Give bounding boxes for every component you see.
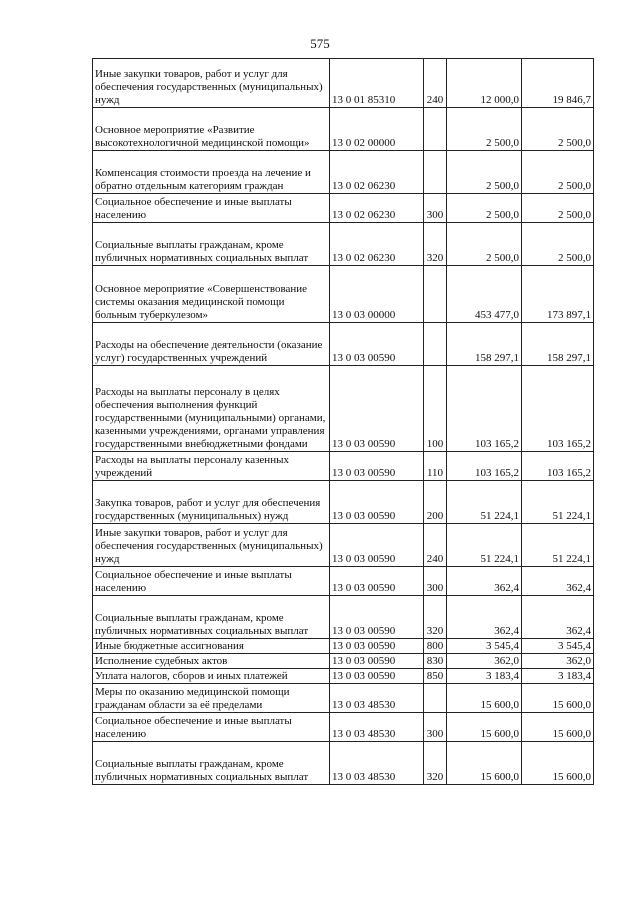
table-row [93,223,594,266]
row-code-cell: 13 0 03 00590 [330,452,424,481]
table-row [93,59,594,108]
row-value-2-cell: 15 600,0 [522,684,594,713]
row-code-cell: 13 0 02 06230 [330,194,424,223]
row-name-cell: Иные закупки товаров, работ и услуг для обеспечения государственных (муниципальных) нужд [93,524,330,567]
row-vr-cell: 100 [424,366,447,452]
budget-table-body [93,59,594,785]
row-value-2-cell: 362,4 [522,596,594,639]
row-vr-cell [424,151,447,194]
row-value-2-cell: 2 500,0 [522,194,594,223]
row-value-1-cell: 12 000,0 [447,59,522,108]
row-value-2-cell: 3 183,4 [522,669,594,684]
row-name-cell: Социальное обеспечение и иные выплаты населению [93,194,330,223]
row-name-cell: Закупка товаров, работ и услуг для обеспечения государственных (муниципальных) нужд [93,481,330,524]
row-name-cell: Иные закупки товаров, работ и услуг для обеспечения государственных (муниципальных) нужд [93,59,330,108]
row-vr-cell: 200 [424,481,447,524]
row-value-1-cell: 51 224,1 [447,481,522,524]
row-name-cell: Расходы на обеспечение деятельности (оказание услуг) государственных учреждений [93,323,330,366]
budget-table [92,58,594,785]
row-value-1-cell: 3 183,4 [447,669,522,684]
row-value-1-cell: 103 165,2 [447,452,522,481]
row-code-cell: 13 0 02 06230 [330,223,424,266]
row-name-cell: Расходы на выплаты персоналу казенных учреждений [93,452,330,481]
row-name-cell: Основное мероприятие «Развитие высокотехнологичной медицинской помощи» [93,108,330,151]
row-value-1-cell: 362,4 [447,596,522,639]
row-value-2-cell: 103 165,2 [522,366,594,452]
row-name-cell: Основное мероприятие «Совершенствование системы оказания медицинской помощи больным туберкулезом» [93,266,330,323]
table-row [93,481,594,524]
table-row [93,639,594,654]
row-vr-cell: 320 [424,742,447,785]
row-code-cell: 13 0 01 85310 [330,59,424,108]
row-value-2-cell: 19 846,7 [522,59,594,108]
table-row [93,654,594,669]
row-vr-cell: 830 [424,654,447,669]
row-value-2-cell: 362,4 [522,567,594,596]
row-value-2-cell: 362,0 [522,654,594,669]
row-name-cell: Социальное обеспечение и иные выплаты населению [93,567,330,596]
row-name-cell: Социальное обеспечение и иные выплаты населению [93,713,330,742]
row-name-cell: Социальные выплаты гражданам, кроме публичных нормативных социальных выплат [93,742,330,785]
row-vr-cell: 240 [424,59,447,108]
row-value-2-cell: 158 297,1 [522,323,594,366]
row-value-2-cell: 51 224,1 [522,524,594,567]
row-value-1-cell: 362,0 [447,654,522,669]
row-code-cell: 13 0 02 00000 [330,108,424,151]
row-code-cell: 13 0 03 00590 [330,639,424,654]
row-value-1-cell: 15 600,0 [447,684,522,713]
row-vr-cell: 320 [424,223,447,266]
row-value-2-cell: 173 897,1 [522,266,594,323]
row-code-cell: 13 0 03 48530 [330,742,424,785]
row-value-1-cell: 2 500,0 [447,108,522,151]
table-row [93,742,594,785]
table-row [93,684,594,713]
row-value-1-cell: 2 500,0 [447,194,522,223]
row-name-cell: Исполнение судебных актов [93,654,330,669]
row-vr-cell: 240 [424,524,447,567]
row-name-cell: Социальные выплаты гражданам, кроме публичных нормативных социальных выплат [93,223,330,266]
row-code-cell: 13 0 03 00590 [330,567,424,596]
row-vr-cell [424,266,447,323]
row-code-cell: 13 0 03 48530 [330,713,424,742]
row-code-cell: 13 0 02 06230 [330,151,424,194]
row-value-1-cell: 15 600,0 [447,713,522,742]
row-value-2-cell: 2 500,0 [522,223,594,266]
row-value-2-cell: 2 500,0 [522,108,594,151]
row-code-cell: 13 0 03 00590 [330,596,424,639]
row-vr-cell [424,108,447,151]
row-name-cell: Меры по оказанию медицинской помощи гражданам области за её пределами [93,684,330,713]
row-value-2-cell: 51 224,1 [522,481,594,524]
row-value-2-cell: 103 165,2 [522,452,594,481]
table-row [93,567,594,596]
row-code-cell: 13 0 03 00590 [330,654,424,669]
row-vr-cell: 300 [424,713,447,742]
table-row [93,713,594,742]
table-row [93,151,594,194]
row-value-2-cell: 2 500,0 [522,151,594,194]
row-vr-cell: 800 [424,639,447,654]
table-row [93,323,594,366]
row-value-1-cell: 15 600,0 [447,742,522,785]
table-row [93,596,594,639]
row-value-1-cell: 158 297,1 [447,323,522,366]
row-value-1-cell: 2 500,0 [447,223,522,266]
row-name-cell: Иные бюджетные ассигнования [93,639,330,654]
row-vr-cell [424,684,447,713]
row-name-cell: Расходы на выплаты персоналу в целях обеспечения выполнения функций государственными (муниципальными) органами, казенными учреждениями, органами управления государственными внебюджетными фондами [93,366,330,452]
row-value-1-cell: 362,4 [447,567,522,596]
row-value-2-cell: 3 545,4 [522,639,594,654]
row-name-cell: Уплата налогов, сборов и иных платежей [93,669,330,684]
row-code-cell: 13 0 03 00590 [330,481,424,524]
row-vr-cell: 300 [424,567,447,596]
row-value-1-cell: 51 224,1 [447,524,522,567]
row-value-1-cell: 103 165,2 [447,366,522,452]
row-value-1-cell: 3 545,4 [447,639,522,654]
row-code-cell: 13 0 03 00590 [330,366,424,452]
row-vr-cell [424,323,447,366]
row-value-1-cell: 453 477,0 [447,266,522,323]
page-number: 575 [310,36,330,51]
row-vr-cell: 300 [424,194,447,223]
row-code-cell: 13 0 03 00590 [330,669,424,684]
row-vr-cell: 850 [424,669,447,684]
row-vr-cell: 110 [424,452,447,481]
row-code-cell: 13 0 03 00000 [330,266,424,323]
row-code-cell: 13 0 03 48530 [330,684,424,713]
table-row [93,266,594,323]
row-value-2-cell: 15 600,0 [522,742,594,785]
table-row [93,452,594,481]
table-row [93,366,594,452]
row-value-2-cell: 15 600,0 [522,713,594,742]
table-row [93,669,594,684]
row-code-cell: 13 0 03 00590 [330,323,424,366]
row-name-cell: Компенсация стоимости проезда на лечение и обратно отдельным категориям граждан [93,151,330,194]
row-value-1-cell: 2 500,0 [447,151,522,194]
row-vr-cell: 320 [424,596,447,639]
row-name-cell: Социальные выплаты гражданам, кроме публичных нормативных социальных выплат [93,596,330,639]
row-code-cell: 13 0 03 00590 [330,524,424,567]
table-row [93,108,594,151]
table-row [93,524,594,567]
table-row [93,194,594,223]
